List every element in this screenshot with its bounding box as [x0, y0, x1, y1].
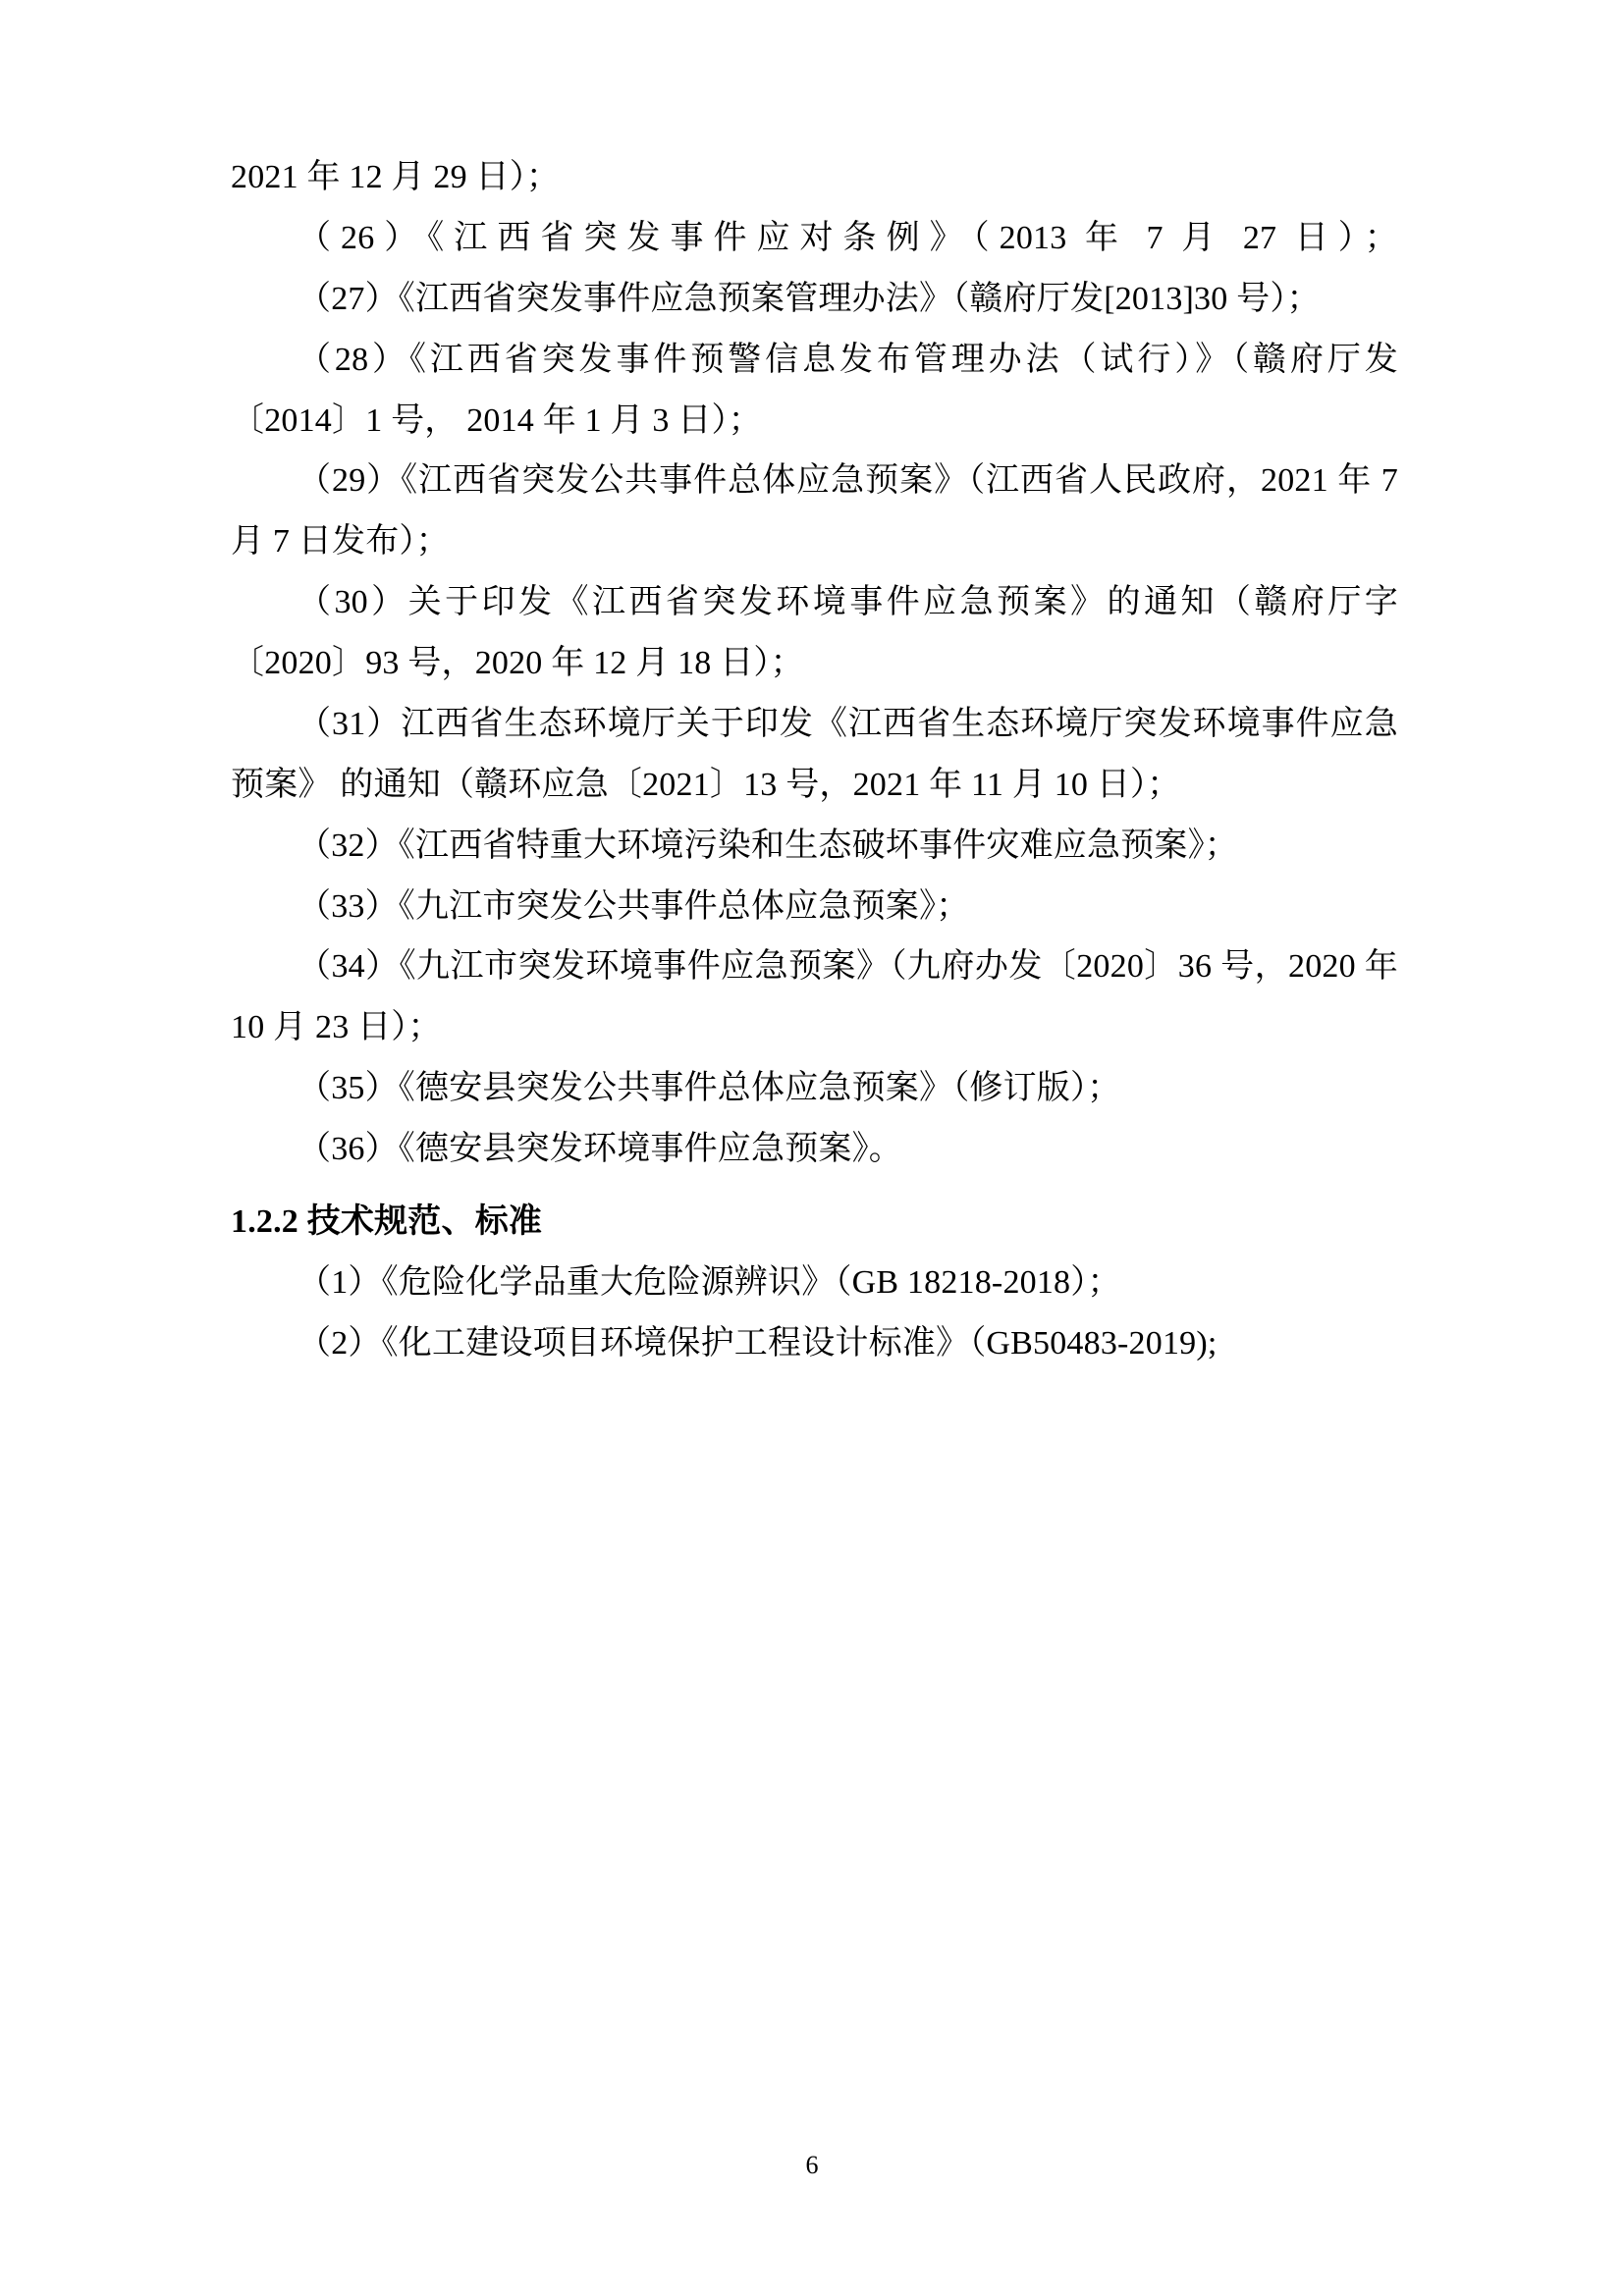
standard-item-2: （2）《化工建设项目环境保护工程设计标准》（GB50483-2019); [298, 1324, 1218, 1362]
standard-item-1: （1）《危险化学品重大危险源辨识》（GB 18218-2018）； [298, 1263, 1121, 1301]
reference-item-30: （30）关于印发《江西省突发环境事件应急预案》的通知（赣府厅字〔2020〕93 号，2020 年 12 月 18 日）； [231, 584, 1398, 681]
section-heading-1-2-2: 1.2.2 技术规范、标准 [231, 1202, 543, 1240]
reference-item-32: （32）《江西省特重大环境污染和生态破坏事件灾难应急预案》； [298, 827, 1238, 864]
reference-item-33: （33）《九江市突发公共事件总体应急预案》； [298, 887, 970, 925]
reference-item-29: （29）《江西省突发公共事件总体应急预案》（江西省人民政府，2021 年 7 月 7 日发布）； [231, 462, 1398, 561]
reference-item-31: （31）江西省生态环境厅关于印发《江西省生态环境厅突发环境事件应急预案》 的通知（赣环应急〔2021〕13 号，2021 年 11 月 10 日）； [231, 705, 1398, 803]
page-body [231, 147, 1398, 1374]
reference-item-35: （35）《德安县突发公共事件总体应急预案》（修订版）； [298, 1070, 1121, 1107]
reference-item-28: （28）《江西省突发事件预警信息发布管理办法（试行）》（赣府厅发〔2014〕1 号， 2014 年 1 月 3 日）； [231, 341, 1398, 439]
reference-item-26: （26）《江西省突发事件应对条例》（2013 年 7 月 27 日）； [298, 219, 1398, 256]
page-number: 6 [805, 2151, 819, 2179]
reference-item-34: （34）《九江市突发环境事件应急预案》（九府办发〔2020〕36 号，2020 年 10 月 23 日）； [231, 948, 1398, 1046]
reference-item-36: （36）《德安县突发环境事件应急预案》。 [298, 1131, 902, 1167]
paragraph-continuation: 2021 年 12 月 29 日）； [231, 159, 561, 195]
reference-item-27: （27）《江西省突发事件应急预案管理办法》（赣府厅发[2013]30 号）； [298, 280, 1321, 317]
